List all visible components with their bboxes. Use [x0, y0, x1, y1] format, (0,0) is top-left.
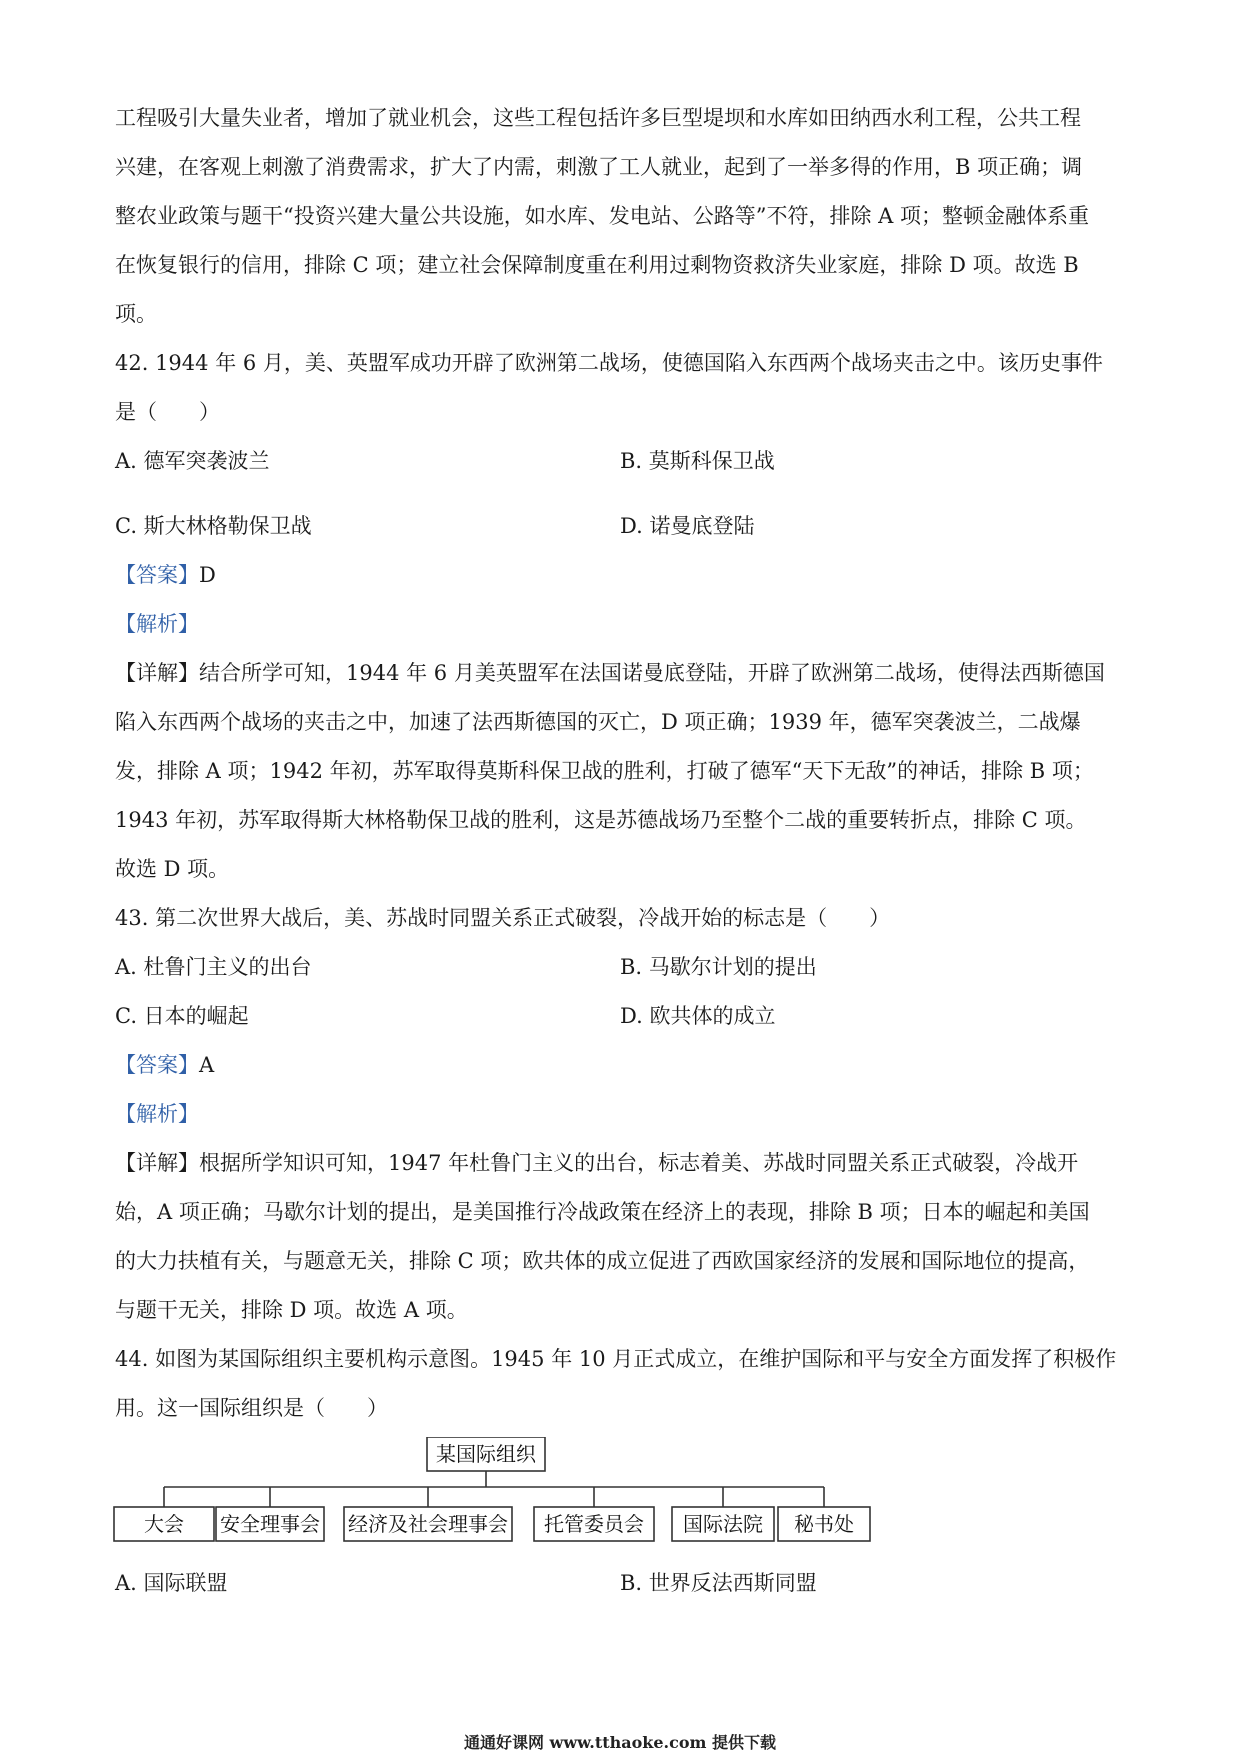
q44-option-a: A. 国际联盟: [115, 1571, 228, 1595]
q43-stem: 43. 第二次世界大战后，美、苏战时同盟关系正式破裂，冷战开始的标志是（ ）: [115, 906, 891, 930]
detail-label: 【详解】: [115, 1151, 199, 1175]
q43-detail-line: 与题干无关，排除 D 项。故选 A 项。: [115, 1298, 468, 1322]
q43-answer: [115, 1050, 214, 1080]
org-structure-diagram: [112, 1437, 872, 1557]
q44-option-b: B. 世界反法西斯同盟: [620, 1571, 817, 1595]
q43-detail-line: 的大力扶植有关，与题意无关，排除 C 项；欧共体的成立促进了西欧国家经济的发展和国际地位的提高，: [115, 1249, 1090, 1273]
q42-stem: 42. 1944 年 6 月，美、英盟军成功开辟了欧洲第二战场，使德国陷入东西两个战场夹击之中。该历史事件: [115, 351, 1103, 375]
q42-detail-line: 1943 年初，苏军取得斯大林格勒保卫战的胜利，这是苏德战场乃至整个二战的重要转折点，排除 C 项。: [115, 808, 1087, 832]
answer-value: D: [199, 563, 216, 587]
prev-explanation-line: 工程吸引大量失业者，增加了就业机会，这些工程包括许多巨型堤坝和水库如田纳西水利工程，公共工程: [115, 106, 1081, 130]
diagram-node-label: 托管委员会: [544, 1512, 644, 1536]
answer-label: 【答案】: [115, 563, 199, 587]
q42-detail-line: [115, 658, 1105, 688]
q42-detail-line: 故选 D 项。: [115, 857, 230, 881]
q43-option-b: B. 马歇尔计划的提出: [620, 955, 817, 979]
page-footer: 通通好课网 www.tthaoke.com 提供下载: [463, 1733, 777, 1752]
detail-text: 根据所学知识可知，1947 年杜鲁门主义的出台，标志着美、苏战时同盟关系正式破裂，冷战开: [199, 1151, 1079, 1175]
q42-option-d: D. 诺曼底登陆: [620, 514, 755, 538]
detail-label: 【详解】: [115, 661, 199, 685]
diagram-root-label: 某国际组织: [436, 1442, 536, 1466]
q42-detail-line: 陷入东西两个战场的夹击之中，加速了法西斯德国的灭亡，D 项正确；1939 年，德军突袭波兰，二战爆: [115, 710, 1081, 734]
diagram-node-label: 经济及社会理事会: [348, 1512, 508, 1536]
prev-explanation-line: 兴建，在客观上刺激了消费需求，扩大了内需，刺激了工人就业，起到了一举多得的作用，B 项正确；调: [115, 155, 1083, 179]
q43-option-c: C. 日本的崛起: [115, 1004, 249, 1028]
diagram-node-label: 秘书处: [794, 1512, 854, 1536]
q42-answer: [115, 560, 216, 590]
answer-label: 【答案】: [115, 1053, 199, 1077]
q42-option-a: A. 德军突袭波兰: [115, 449, 270, 473]
q42-detail-line: 发，排除 A 项；1942 年初，苏军取得莫斯科保卫战的胜利，打破了德军“天下无敌”的神话，排除 B 项；: [115, 759, 1094, 783]
q42-analysis-label: 【解析】: [115, 612, 199, 636]
detail-text: 结合所学可知，1944 年 6 月美英盟军在法国诺曼底登陆，开辟了欧洲第二战场，使得法西斯德国: [199, 661, 1105, 685]
prev-explanation-line: 整农业政策与题干“投资兴建大量公共设施，如水库、发电站、公路等”不符，排除 A 项；整顿金融体系重: [115, 204, 1089, 228]
q43-analysis-label: 【解析】: [115, 1102, 199, 1126]
q42-option-c: C. 斯大林格勒保卫战: [115, 514, 312, 538]
answer-value: A: [199, 1053, 215, 1077]
prev-explanation-line: 项。: [115, 302, 157, 326]
prev-explanation-line: 在恢复银行的信用，排除 C 项；建立社会保障制度重在利用过剩物资救济失业家庭，排除 D 项。故选 B: [115, 253, 1079, 277]
q43-option-a: A. 杜鲁门主义的出台: [115, 955, 312, 979]
q44-stem: 用。这一国际组织是（ ）: [115, 1396, 388, 1420]
q42-stem: 是（ ）: [115, 400, 220, 424]
diagram-node-label: 安全理事会: [220, 1512, 320, 1536]
diagram-node-label: 大会: [144, 1512, 184, 1536]
q43-detail-line: [115, 1148, 1078, 1178]
q43-detail-line: 始，A 项正确；马歇尔计划的提出，是美国推行冷战政策在经济上的表现，排除 B 项；日本的崛起和美国: [115, 1200, 1090, 1224]
q42-option-b: B. 莫斯科保卫战: [620, 449, 775, 473]
org-structure-svg: [112, 1437, 872, 1557]
diagram-node-label: 国际法院: [683, 1512, 763, 1536]
q44-stem: 44. 如图为某国际组织主要机构示意图。1945 年 10 月正式成立，在维护国际和平与安全方面发挥了积极作: [115, 1347, 1117, 1371]
q43-option-d: D. 欧共体的成立: [620, 1004, 776, 1028]
